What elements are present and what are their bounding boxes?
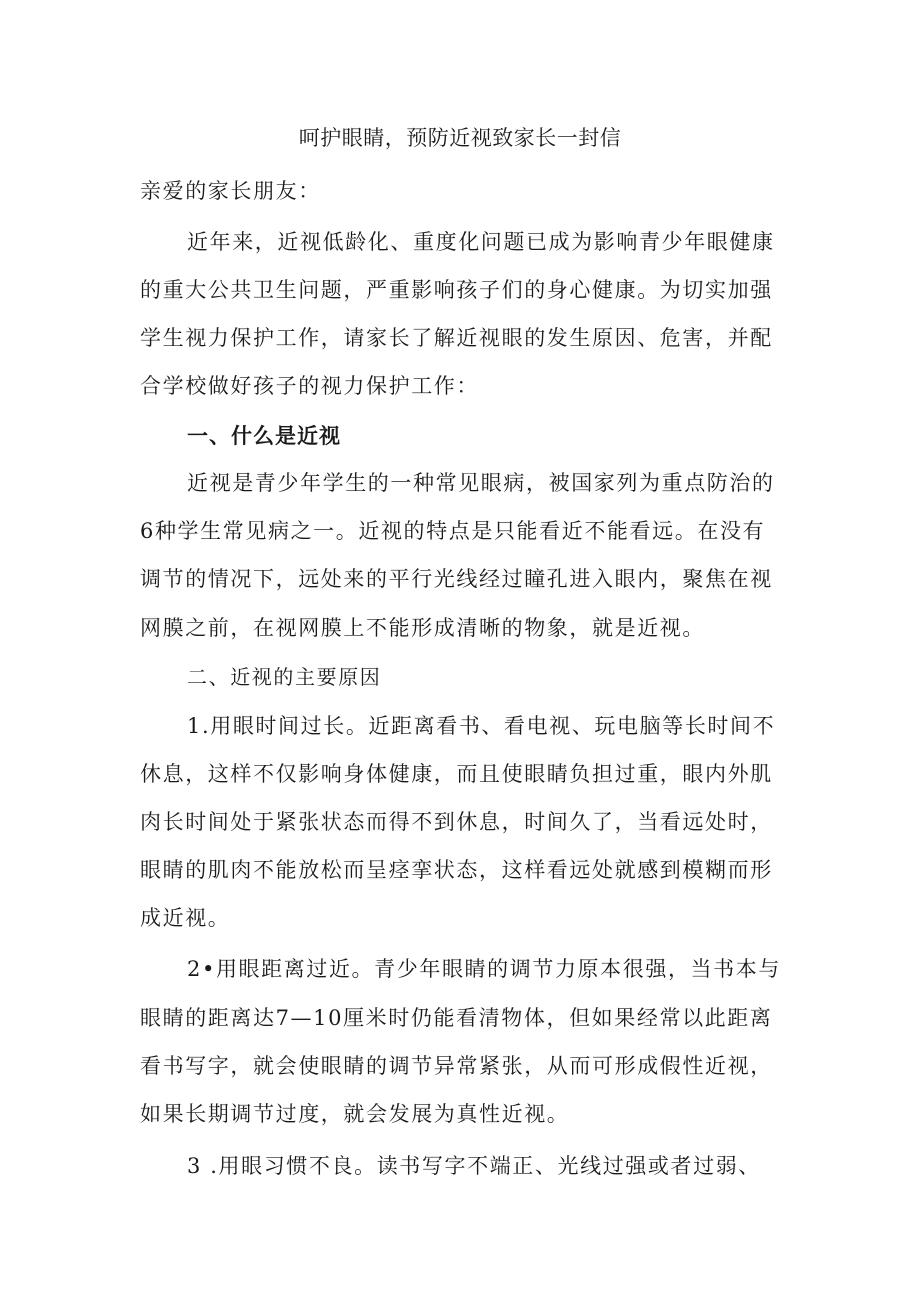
intro-line-2: 的重大公共卫生问题，严重影响孩子们的身心健康。为切实加强 [140,278,773,302]
intro-line-1: 近年来，近视低龄化、重度化问题已成为影响青少年眼健康 [187,230,775,254]
intro-line-3: 学生视力保护工作，请家长了解近视眼的发生原因、危害，并配 [140,326,773,350]
item2-line-4: 如果长期调节过度，就会发展为真性近视。 [140,1102,570,1126]
section2-heading: 二、近视的主要原因 [187,665,382,689]
intro-line-4: 合学校做好孩子的视力保护工作： [140,374,479,398]
section1-line-1: 近视是青少年学生的一种常见眼病，被国家列为重点防治的 [187,471,775,495]
item1-line-1: 1.用眼时间过长。近距离看书、看电视、玩电脑等长时间不 [187,714,776,738]
section1-line-2: 6种学生常见病之一。近视的特点是只能看近不能看远。在没有 [140,519,766,543]
section1-heading: 一、什么是近视 [187,424,341,448]
item1-line-3: 肉长时间处于紧张状态而得不到休息，时间久了，当看远处时， [140,810,773,834]
item1-line-5: 成近视。 [140,906,231,930]
item2-line-3: 看书写字，就会使眼睛的调节异常紧张，从而可形成假性近视， [140,1054,773,1078]
item3-line-1: 3 .用眼习惯不良。读书写字不端正、光线过强或者过弱、 [187,1154,761,1178]
salutation: 亲爱的家长朋友： [140,179,321,203]
document-title: 呵护眼睛，预防近视致家长一封信 [298,126,622,150]
item2-line-1: 2•用眼距离过近。青少年眼睛的调节力原本很强，当书本与 [187,957,781,981]
item1-line-2: 休息，这样不仅影响身体健康，而且使眼睛负担过重，眼内外肌 [140,762,773,786]
item1-line-4: 眼睛的肌肉不能放松而呈痉挛状态，这样看远处就感到模糊而形 [140,858,773,882]
section1-line-4: 网膜之前，在视网膜上不能形成清晰的物象，就是近视。 [140,616,705,640]
section1-line-3: 调节的情况下，远处来的平行光线经过瞳孔进入眼内，聚焦在视 [140,567,773,591]
item2-line-2: 眼睛的距离达7—10厘米时仍能看清物体，但如果经常以此距离 [140,1006,773,1030]
